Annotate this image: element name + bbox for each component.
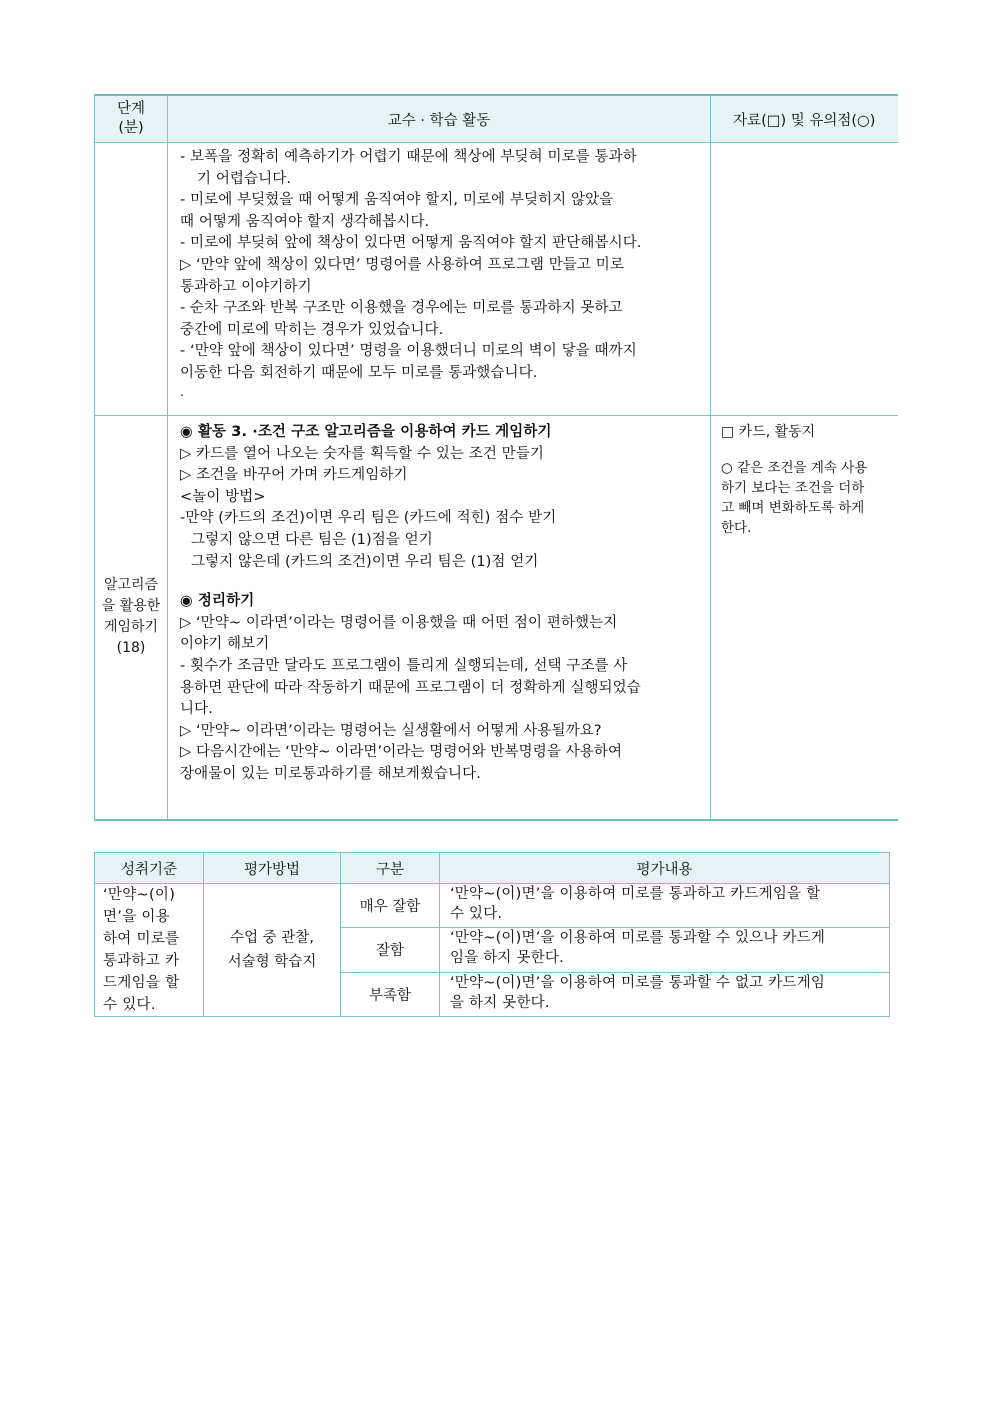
standard-line: 하여 미로를 (103, 931, 180, 947)
activity-line: 니다. (180, 701, 213, 718)
activity-cell-maze (168, 143, 711, 416)
header-notes: 자료(□) 및 유의점(○) (711, 95, 898, 143)
content-line: 수 있다. (450, 906, 503, 922)
activity-line: ▷ 카드를 열어 나오는 숫자를 획득할 수 있는 조건 만들기 (180, 445, 544, 462)
activity-line: - 보폭을 정확히 예측하기가 어렵기 때문에 책상에 부딪혀 미로를 통과하 (180, 149, 637, 165)
level-good: 잘함 (341, 928, 440, 972)
note-caution-line: 고 빼며 변화하도록 하게 (721, 500, 865, 516)
lesson-plan-table (94, 94, 898, 821)
stage-cell-empty (95, 143, 168, 416)
header-stage (95, 95, 168, 143)
activity-line: 통과하고 이야기하기 (180, 278, 312, 295)
activity-line: ▷ 다음시간에는 ‘만약~ 이라면’이라는 명령어와 반복명령을 사용하여 (180, 744, 623, 761)
header-stage-line2: (분) (118, 120, 144, 136)
content-good (440, 928, 890, 972)
note-caution-line: ○ 같은 조건을 계속 사용 (721, 460, 868, 476)
activity-line: <놀이 방법> (180, 488, 266, 505)
activity-line: - 미로에 부딪혀 앞에 책상이 있다면 어떻게 움직여야 할지 판단해봅시다. (180, 235, 642, 252)
activity-line: 중간에 미로에 막히는 경우가 있었습니다. (180, 321, 444, 338)
activity-line: ▷ ‘만약~ 이라면’이라는 명령어는 실생활에서 어떻게 사용될까요? (180, 722, 602, 739)
activity-line: 기 어렵습니다. (197, 170, 292, 187)
activity-line: 때 어떻게 움직여야 할지 생각해봅시다. (180, 213, 430, 230)
activity-line: - 횟수가 조금만 달라도 프로그램이 틀리게 실행되는데, 선택 구조를 사 (180, 657, 628, 674)
level-very-good: 매우 잘함 (341, 884, 440, 928)
method-line: 서술형 학습지 (227, 954, 317, 970)
eval-header-standard: 성취기준 (95, 853, 204, 884)
standard-line: 수 있다. (103, 997, 156, 1013)
note-material: □ 카드, 활동지 (721, 424, 816, 440)
notes-cell-card-game (711, 416, 898, 820)
stage-line: 을 활용한 (101, 598, 161, 615)
activity-line: 그렇지 않으면 다른 팀은 (1)점을 얻기 (191, 531, 433, 548)
stage-line: 게임하기 (103, 619, 159, 636)
achievement-standard-cell (95, 884, 204, 1017)
lesson-row-maze (95, 143, 898, 416)
standard-line: 드게임을 할 (103, 975, 180, 991)
activity-line: ▷ ‘만약 앞에 책상이 있다면’ 명령어를 사용하여 프로그램 만들고 미로 (180, 256, 624, 273)
activity-line: ▷ ‘만약~ 이라면’이라는 명령어를 이용했을 때 어떤 점이 편하했는지 (180, 614, 618, 631)
standard-line: ‘만약~(이) (103, 887, 176, 903)
activity-cell-card-game (168, 416, 711, 820)
eval-row (95, 884, 890, 928)
activity3-title: ◉ 활동 3. ·조건 구조 알고리즘을 이용하여 카드 게임하기 (180, 424, 552, 440)
level-insufficient: 부족함 (341, 972, 440, 1016)
content-very-good (440, 884, 890, 928)
content-line: ‘만약~(이)면’을 이용하여 미로를 통과할 수 없고 카드게임 (450, 974, 826, 991)
activity-line: - ‘만약 앞에 책상이 있다면’ 명령을 이용했더니 미로의 벽이 닿을 때까지 (180, 343, 637, 360)
note-caution-line: 한다. (721, 520, 752, 536)
evaluation-table (94, 852, 890, 1017)
stage-cell-card-game (95, 416, 168, 820)
activity-line: 이동한 다음 회전하기 때문에 모두 미로를 통과했습니다. (180, 364, 538, 381)
evaluation-method-cell (204, 884, 341, 1017)
content-line: 을 하지 못한다. (450, 994, 550, 1011)
summary-title: ◉ 정리하기 (180, 593, 255, 610)
stage-line: (18) (116, 640, 146, 657)
stage-line: 알고리즘 (103, 577, 159, 594)
activity-line: 이야기 해보기 (180, 636, 270, 653)
activity-line: - 순차 구조와 반복 구조만 이용했을 경우에는 미로를 통과하지 못하고 (180, 300, 623, 317)
content-line: ‘만약~(이)면’을 이용하여 미로를 통과할 수 있으나 카드게 (450, 930, 826, 947)
lesson-row-card-game (95, 416, 898, 820)
eval-header-method: 평가방법 (204, 853, 341, 884)
activity-line: 장애물이 있는 미로통과하기를 해보게쑀습니다. (180, 765, 481, 782)
content-insufficient (440, 972, 890, 1016)
activity-line: 용하면 판단에 따라 작동하기 때문에 프로그램이 더 정확하게 실행되었습 (180, 679, 641, 696)
eval-header-level: 구분 (341, 853, 440, 884)
note-caution-line: 하기 보다는 조건을 더하 (721, 480, 865, 496)
activity-line: 그렇지 않은데 (카드의 조건)이면 우리 팀은 (1)점 얻기 (191, 553, 539, 570)
standard-line: 통과하고 카 (103, 953, 180, 969)
method-line: 수업 중 관찰, (230, 930, 314, 946)
content-line: 임을 하지 못한다. (450, 950, 564, 967)
standard-line: 면’을 이용 (103, 909, 171, 925)
eval-header-content: 평가내용 (440, 853, 890, 884)
content-line: ‘만약~(이)면’을 이용하여 미로를 통과하고 카드게임을 할 (450, 886, 821, 902)
activity-line: ▷ 조건을 바꾸어 가며 카드게임하기 (180, 467, 408, 484)
activity-line: - 미로에 부딪혔을 때 어떻게 움직여야 할지, 미로에 부딪히지 않았을 (180, 192, 614, 209)
header-stage-line1: 단계 (116, 101, 145, 117)
notes-cell-empty (711, 143, 898, 416)
header-activity: 교수 · 학습 활동 (168, 95, 711, 143)
activity-line: . (180, 384, 184, 399)
activity-line: -만약 (카드의 조건)이면 우리 팀은 (카드에 적힌) 점수 받기 (180, 510, 557, 527)
